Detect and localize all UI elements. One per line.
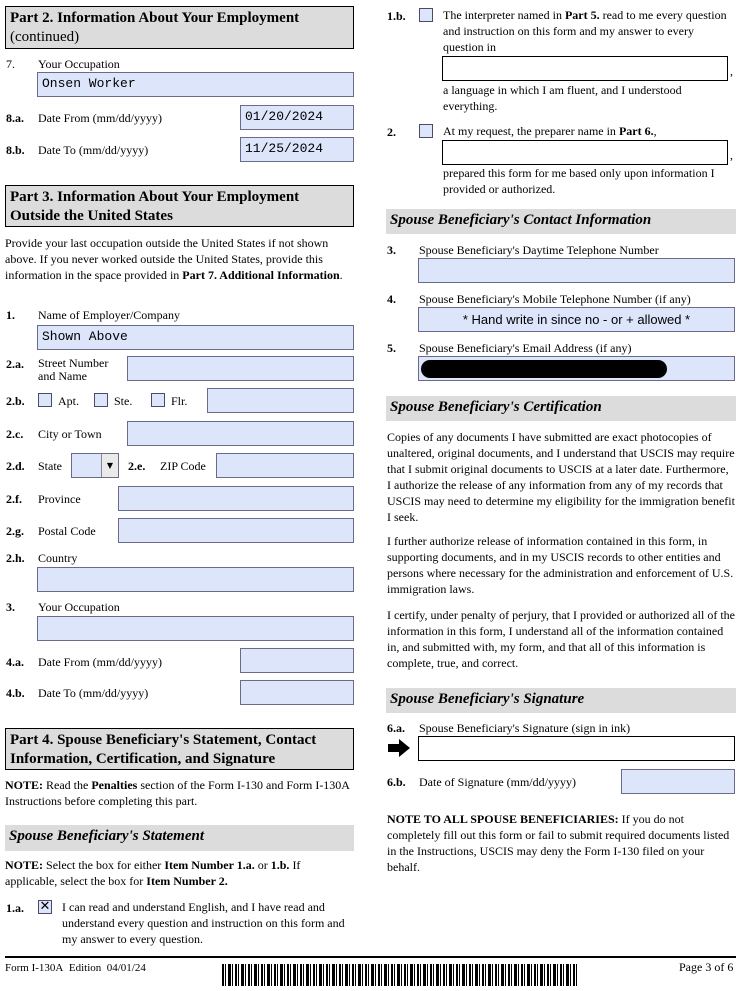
part4-note <box>5 777 350 809</box>
phone-field[interactable] <box>418 258 735 283</box>
item-7-number: 7. <box>6 57 15 71</box>
preparer-text-a: At my request, the preparer name in <box>443 124 616 138</box>
province-label: Province <box>38 492 81 506</box>
barcode <box>222 964 577 986</box>
statement-note-text-a: Select the box for either <box>46 858 162 872</box>
signature-date-label: Date of Signature (mm/dd/yyyy) <box>419 775 576 789</box>
item-2e-number: 2.e. <box>128 459 146 473</box>
item-4-mobile-number: 4. <box>387 292 396 306</box>
certification-paragraph-1: Copies of any documents I have submitted are exact photocopies of unaltered, original documents, and I understand that USCIS may require that I submit original documents to USCIS at a later date. Furthermore, I authorize the release of any information from any of my records that USCIS may need to determine my eligibility for the immigration benefit I seek. <box>387 430 735 524</box>
preparer-field[interactable] <box>442 140 728 165</box>
part2-title: Part 2. Information About Your Employment <box>10 10 300 26</box>
preparer-statement-end: prepared this form for me based only upon information I provided or authorized. <box>443 166 715 196</box>
language-comma: , <box>730 64 733 78</box>
part3-intro <box>5 235 350 283</box>
email-label: Spouse Beneficiary's Email Address (if any) <box>419 341 632 355</box>
abroad-date-to-label: Date To (mm/dd/yyyy) <box>38 686 149 700</box>
postal-label: Postal Code <box>38 524 96 538</box>
chevron-down-icon[interactable]: ▼ <box>101 454 118 477</box>
interpreter-statement <box>443 7 735 55</box>
apt-checkbox[interactable] <box>38 393 52 407</box>
preparer-field-comma: , <box>730 148 733 162</box>
contact-header: Spouse Beneficiary's Contact Information <box>386 209 736 234</box>
footer-edition-date: 04/01/24 <box>106 962 146 974</box>
flr-checkbox[interactable] <box>151 393 165 407</box>
abroad-date-to-field[interactable] <box>240 680 354 705</box>
statement-note-label: NOTE: <box>5 858 44 872</box>
final-note <box>387 811 735 875</box>
interpreter-text-a: The interpreter named in <box>443 8 562 22</box>
item-6b-number: 6.b. <box>387 775 406 789</box>
english-checkbox[interactable]: ✕ <box>39 899 51 914</box>
part3-intro-end: . <box>339 268 343 282</box>
signature-field[interactable] <box>418 736 735 761</box>
city-label: City or Town <box>38 427 102 441</box>
interpreter-text-b: read to me every question and instruction on this form and my answer to every question in <box>443 8 727 54</box>
item-2b-number: 2.b. <box>6 394 25 408</box>
zip-label: ZIP Code <box>160 459 206 473</box>
item-2-number: 2. <box>387 125 396 139</box>
interpreter-checkbox[interactable] <box>419 8 433 22</box>
date-to-field[interactable]: 11/25/2024 <box>240 137 354 162</box>
statement-note-or: or <box>257 858 268 872</box>
item-3-phone-number: 3. <box>387 243 396 257</box>
flr-label: Flr. <box>171 394 188 408</box>
item-2h-number: 2.h. <box>6 551 25 565</box>
part3-intro-text: Provide your last occupation outside the United States if not shown above. If you never worked outside the United States, provide this information in the space provided in <box>5 236 329 282</box>
state-label: State <box>38 459 62 473</box>
item-8a-number: 8.a. <box>6 111 24 125</box>
item-1-number: 1. <box>6 308 15 322</box>
ste-label: Ste. <box>114 394 133 408</box>
date-from-field[interactable]: 01/20/2024 <box>240 105 354 130</box>
date-from-label: Date From (mm/dd/yyyy) <box>38 111 162 125</box>
preparer-part6: Part 6. <box>618 124 654 138</box>
item-6a-number: 6.a. <box>387 721 405 735</box>
part2-subtitle: (continued) <box>10 29 80 45</box>
street-field[interactable] <box>127 356 354 381</box>
part4-note-penalties: Penalties <box>91 778 138 792</box>
item-1b-number: 1.b. <box>387 9 406 23</box>
footer-form-edition <box>5 962 146 974</box>
statement-note-text-b: If applicable, select the box for <box>5 858 301 888</box>
employer-label: Name of Employer/Company <box>38 308 180 322</box>
postal-field[interactable] <box>118 518 354 543</box>
employer-field[interactable]: Shown Above <box>37 325 354 350</box>
part4-note-label: NOTE: <box>5 778 44 792</box>
part4-note-text-a: Read the <box>46 778 89 792</box>
item-4a-number: 4.a. <box>6 655 24 669</box>
state-select[interactable] <box>71 453 119 478</box>
apt-label: Apt. <box>58 394 79 408</box>
part4-header <box>5 728 354 770</box>
mobile-field[interactable]: * Hand write in since no - or + allowed * <box>418 307 735 332</box>
statement-note-item1a: Item Number 1.a. <box>164 858 255 872</box>
preparer-statement <box>443 123 735 139</box>
preparer-checkbox[interactable] <box>419 124 433 138</box>
country-field[interactable] <box>37 567 354 592</box>
zip-field[interactable] <box>216 453 354 478</box>
footer-page-number: Page 3 of 6 <box>679 960 734 974</box>
abroad-date-from-field[interactable] <box>240 648 354 673</box>
occupation-abroad-label: Your Occupation <box>38 600 120 614</box>
abroad-date-from-label: Date From (mm/dd/yyyy) <box>38 655 162 669</box>
city-field[interactable] <box>127 421 354 446</box>
street-label: Street Number and Name <box>38 356 109 383</box>
footer-edition-label: Edition <box>68 962 102 974</box>
redaction-mark <box>421 360 667 378</box>
country-label: Country <box>38 551 78 565</box>
occupation-abroad-field[interactable] <box>37 616 354 641</box>
certification-paragraph-3: I certify, under penalty of perjury, that I provided or authorized all of the information in this form, I understand all of the information contained in, and submitted with, my form, and that all of this information is complete, true, and correct. <box>387 608 735 670</box>
item-2g-number: 2.g. <box>6 524 24 538</box>
statement-note-item1b: 1.b. <box>270 858 290 872</box>
item-5-email-number: 5. <box>387 341 396 355</box>
item-2a-number: 2.a. <box>6 357 24 371</box>
certification-header: Spouse Beneficiary's Certification <box>386 396 736 421</box>
certification-paragraph-2: I further authorize release of information contained in this form, in supporting documents, and in my USCIS records to other entities and persons where necessary for the administration and enforcement of U.S. immigration laws. <box>387 534 734 596</box>
item-3-number: 3. <box>6 600 15 614</box>
mobile-label: Spouse Beneficiary's Mobile Telephone Number (if any) <box>419 292 691 306</box>
signature-date-field[interactable] <box>621 769 735 794</box>
phone-label: Spouse Beneficiary's Daytime Telephone Number <box>419 243 659 257</box>
occupation-label: Your Occupation <box>38 57 120 71</box>
footer-rule <box>5 956 736 958</box>
statement-header: Spouse Beneficiary's Statement <box>5 825 354 851</box>
part4-note-text-b: section of the Form I-130 and Form I-130A Instructions before completing this part. <box>5 778 350 808</box>
statement-note <box>5 857 350 889</box>
item-4b-number: 4.b. <box>6 686 25 700</box>
signature-label: Spouse Beneficiary's Signature (sign in ink) <box>419 721 631 735</box>
item-2d-number: 2.d. <box>6 459 25 473</box>
interpreter-statement-end: a language in which I am fluent, and I understood everything. <box>443 83 682 113</box>
final-note-label: NOTE TO ALL SPOUSE BENEFICIARIES: <box>387 812 619 826</box>
english-statement: I can read and understand English, and I have read and understand every question and instruction on this form and my answer to every question. <box>62 900 345 946</box>
part3-intro-ref: Part 7. Additional Information <box>182 268 340 282</box>
email-field[interactable] <box>418 356 735 381</box>
item-2c-number: 2.c. <box>6 427 24 441</box>
interpreter-part5: Part 5. <box>564 8 600 22</box>
footer-form: Form I-130A <box>5 962 64 974</box>
unit-number-field[interactable] <box>207 388 354 413</box>
item-2f-number: 2.f. <box>6 492 22 506</box>
date-to-label: Date To (mm/dd/yyyy) <box>38 143 149 157</box>
part3-header <box>5 185 354 227</box>
occupation-field[interactable]: Onsen Worker <box>37 72 354 97</box>
province-field[interactable] <box>118 486 354 511</box>
language-field[interactable] <box>442 56 728 81</box>
part4-title: Part 4. Spouse Beneficiary's Statement, Contact Information, Certification, and Signature <box>10 732 317 767</box>
ste-checkbox[interactable] <box>94 393 108 407</box>
arrow-right-icon <box>387 738 411 758</box>
part2-header <box>5 6 354 49</box>
item-1a-number: 1.a. <box>6 901 24 915</box>
preparer-comma: , <box>653 124 657 138</box>
final-note-text: If you do not completely fill out this form or fail to submit required documents listed in the Instructions, USCIS may deny the Form I-130 filed on your behalf. <box>387 812 730 874</box>
part3-title: Part 3. Information About Your Employment Outside the United States <box>10 189 300 224</box>
statement-note-item2: Item Number 2. <box>146 874 228 888</box>
item-8b-number: 8.b. <box>6 143 25 157</box>
signature-header: Spouse Beneficiary's Signature <box>386 688 736 713</box>
